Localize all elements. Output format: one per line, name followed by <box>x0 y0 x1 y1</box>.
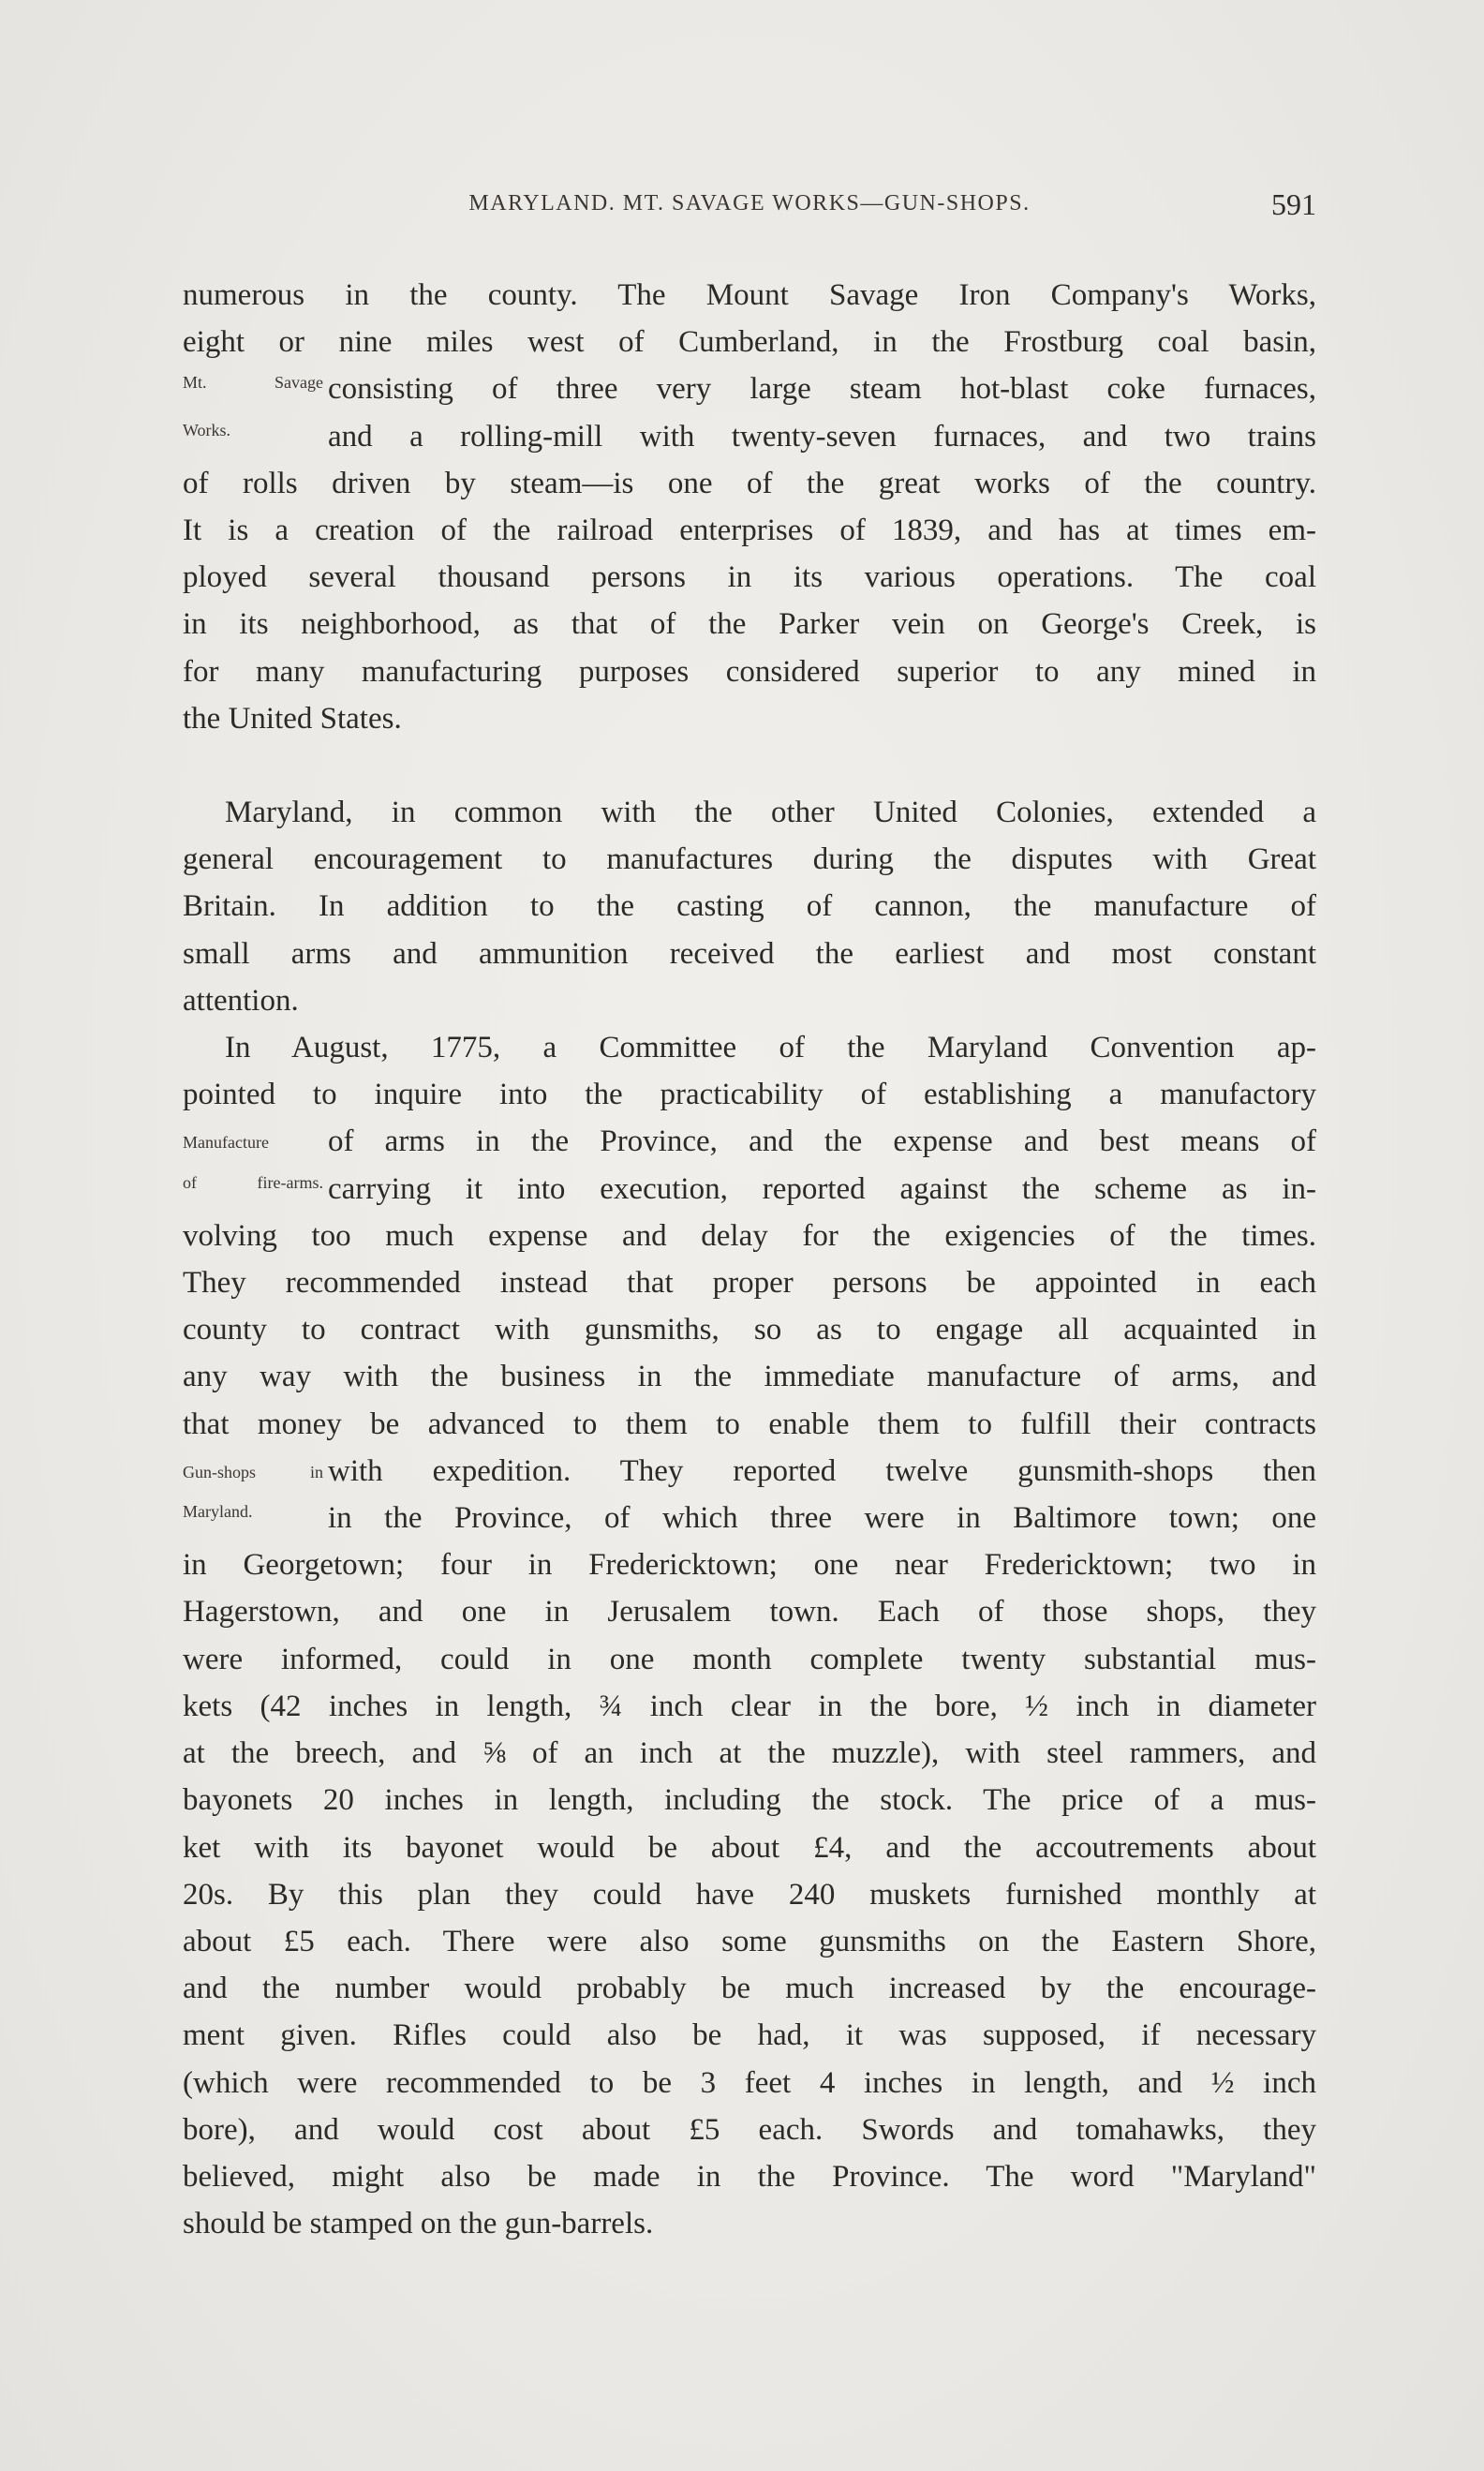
text-line: consisting of three very large steam hot-blast coke furnaces, <box>328 372 1316 407</box>
text-line: ployed several thousand persons in its various operations. The coal <box>183 560 1316 595</box>
text-line: the United States. <box>183 701 402 736</box>
text-line: in its neighborhood, as that of the Parker vein on George's Creek, is <box>183 607 1316 642</box>
text-line-with-margin-note <box>183 413 1316 460</box>
text-line: (which were recommended to be 3 feet 4 inches in length, and ½ inch <box>183 2065 1316 2100</box>
page-number: 591 <box>1271 187 1316 221</box>
text-line: pointed to inquire into the practicability of establishing a manufactory <box>183 1078 1316 1112</box>
text-line: believed, might also be made in the Province. The word "Maryland" <box>183 2159 1316 2194</box>
text-line: were informed, could in one month complete twenty substantial mus- <box>183 1642 1316 1676</box>
text-line: general encouragement to manufactures during the disputes with Great <box>183 842 1316 877</box>
text-line: They recommended instead that proper persons be appointed in each <box>183 1266 1316 1301</box>
text-line: bore), and would cost about £5 each. Swords and tomahawks, they <box>183 2112 1316 2147</box>
paragraph-colonies <box>183 789 1316 1024</box>
text-line: Britain. In addition to the casting of cannon, the manufacture of <box>183 889 1316 924</box>
text-line: for many manufacturing purposes considered superior to any mined in <box>183 654 1316 689</box>
text-line: of rolls driven by steam—is one of the great works of the country. <box>183 466 1316 500</box>
text-line-with-margin-note <box>183 1448 1316 1495</box>
text-line: any way with the business in the immediate manufacture of arms, and <box>183 1360 1316 1394</box>
text-line-with-margin-note <box>183 1166 1316 1213</box>
text-line: attention. <box>183 983 299 1018</box>
text-line: bayonets 20 inches in length, including the stock. The price of a mus- <box>183 1783 1316 1818</box>
text-line: in Georgetown; four in Fredericktown; one near Fredericktown; two in <box>183 1548 1316 1583</box>
running-head <box>183 187 1316 225</box>
text-line-with-margin-note <box>183 365 1316 412</box>
text-line: kets (42 inches in length, ¾ inch clear in the bore, ½ inch in diameter <box>183 1689 1316 1723</box>
body-text <box>183 272 1316 2247</box>
margin-note-manufacture: Manufacture <box>183 1133 269 1153</box>
text-line: ket with its bayonet would be about £4, and the accoutrements about <box>183 1830 1316 1865</box>
text-line: that money be advanced to them to enable them to fulfill their contracts <box>183 1407 1316 1441</box>
paragraph-committee <box>183 1024 1316 2247</box>
text-line: eight or nine miles west of Cumberland, in the Frostburg coal basin, <box>183 325 1316 360</box>
text-line: and a rolling-mill with twenty-seven furnaces, and two trains <box>328 419 1316 454</box>
margin-note-maryland: Maryland. <box>183 1502 253 1522</box>
text-line: volving too much expense and delay for the exigencies of the times. <box>183 1218 1316 1253</box>
text-line: and the number would probably be much increased by the encourage- <box>183 1972 1316 2006</box>
text-line: ment given. Rifles could also be had, it was supposed, if necessary <box>183 2018 1316 2053</box>
text-line: of arms in the Province, and the expense and best means of <box>328 1124 1316 1159</box>
text-line: at the breech, and ⅝ of an inch at the muzzle), with steel rammers, and <box>183 1736 1316 1771</box>
text-line: numerous in the county. The Mount Savage Iron Company's Works, <box>183 278 1316 312</box>
text-line: Maryland, in common with the other United Colonies, extended a <box>225 796 1316 830</box>
text-line: carrying it into execution, reported against the scheme as in- <box>328 1171 1316 1206</box>
margin-note-mt-savage: Mt. Savage <box>183 373 323 393</box>
text-line: about £5 each. There were also some gunsmiths on the Eastern Shore, <box>183 1924 1316 1958</box>
text-line: In August, 1775, a Committee of the Maryland Convention ap- <box>225 1031 1316 1065</box>
margin-note-fire-arms: of fire-arms. <box>183 1172 323 1192</box>
running-head-title: MARYLAND. MT. SAVAGE WORKS—GUN-SHOPS. <box>468 191 1031 216</box>
text-line: It is a creation of the railroad enterprises of 1839, and has at times em- <box>183 514 1316 548</box>
text-line: with expedition. They reported twelve gunsmith-shops then <box>328 1453 1316 1488</box>
text-line: small arms and ammunition received the earliest and most constant <box>183 936 1316 971</box>
text-line: should be stamped on the gun-barrels. <box>183 2207 654 2241</box>
margin-note-works: Works. <box>183 420 231 439</box>
margin-note-gun-shops: Gun-shops in <box>183 1462 323 1481</box>
text-line: county to contract with gunsmiths, so as to engage all acquainted in <box>183 1313 1316 1347</box>
text-line-with-margin-note <box>183 1118 1316 1165</box>
text-line-with-margin-note <box>183 1495 1316 1541</box>
text-line: 20s. By this plan they could have 240 muskets furnished monthly at <box>183 1877 1316 1912</box>
paragraph-mt-savage <box>183 272 1316 742</box>
text-line: Hagerstown, and one in Jerusalem town. Each of those shops, they <box>183 1595 1316 1630</box>
text-line: in the Province, of which three were in Baltimore town; one <box>328 1501 1316 1536</box>
